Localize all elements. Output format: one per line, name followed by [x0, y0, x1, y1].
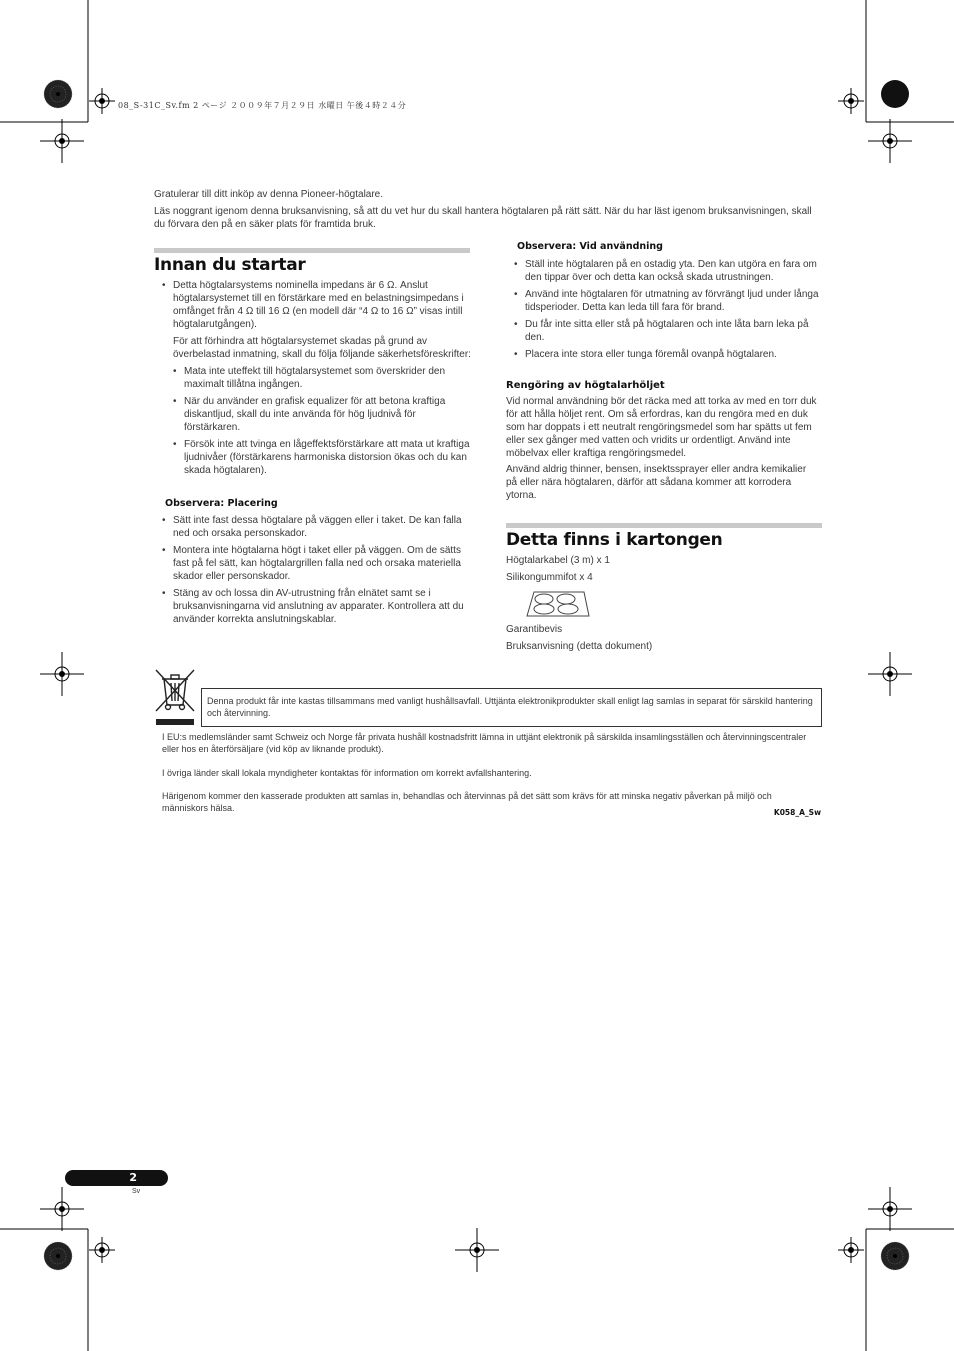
section-rule-innan	[154, 248, 470, 253]
usage-content	[514, 258, 820, 365]
box-item-manual: Bruksanvisning (detta dokument)	[506, 641, 653, 652]
overload-paragraph: För att förhindra att högtalarsystemet skadas på grund av överbelastad inmatning, skall du följa följande säkerhetsföreskrifter:	[173, 336, 471, 360]
intro-paragraph-2: Läs noggrant igenom denna bruksanvisning, så att du vet hur du skall hantera högtalaren på rätt sätt. När du har läst igenom bruksanvisningen, skall du förvara den på en säker plats för framtida bruk.	[154, 206, 812, 230]
heading-innan-du-startar: Innan du startar	[154, 255, 306, 275]
weee-paragraph-3: Härigenom kommer den kasserade produkten att samlas in, behandlas och återvinnas på det sätt som krävs för att minska negativ påverkan på miljö och människors hälsa.	[162, 791, 772, 813]
list-item: • När du använder en grafisk equalizer för att betona kraftiga diskantljud, skall du inte använda för hög ljudnivå för förstärkaren.	[173, 395, 472, 434]
heading-rengoring: Rengöring av högtalarhöljet	[506, 380, 665, 391]
heading-placering: Observera: Placering	[165, 498, 278, 509]
file-info-header: 08_S-31C_Sv.fm 2 ページ ２００９年７月２９日 水曜日 午後４時２４分	[118, 101, 407, 110]
list-item: • Montera inte högtalarna högt i taket eller på väggen. Om de sätts fast på fel sätt, kan högtalargrillen falla ned och orsaka materiella skador eller personskador.	[162, 544, 472, 583]
section-rule-kartongen	[506, 523, 822, 528]
cleaning-content	[506, 395, 820, 506]
language-code: Sv	[132, 1188, 141, 1195]
list-item: • Försök inte att tvinga en lågeffektsförstärkare att mata ut kraftiga ljudnivåer (förstärkarens harmoniska distorsion ökas och du kan skada högtalaren).	[173, 438, 472, 477]
list-item: • Sätt inte fast dessa högtalare på väggen eller i taket. De kan falla ned och orsaka personskador.	[162, 514, 472, 540]
weee-paragraph-2: I övriga länder skall lokala myndigheter kontaktas för information om korrekt avfallshantering.	[162, 768, 532, 778]
safety-list	[162, 365, 472, 477]
cleaning-paragraph-1: Vid normal användning bör det räcka med att torka av med en torr duk för att hålla höljet rent. Om så erfordras, kan du rengöra med en duk som har doppats i ett neutralt rengöringsmedel som har spätts ut fem eller sex gånger med vatten och vridits ur ordentligt. Använd inte möbelvax eller kraftiga rengöringsmedel.	[506, 396, 817, 459]
innan-content	[162, 279, 472, 481]
list-item: • Mata inte uteffekt till högtalarsystemet som överskrider den maximalt tillåtna ingången.	[173, 365, 472, 391]
list-item: • Använd inte högtalaren för utmatning av förvrängt ljud under långa tidsperioder. Detta kan leda till fara för brand.	[514, 288, 820, 314]
list-item: • Ställ inte högtalaren på en ostadig yta. Den kan utgöra en fara om den tippar över och detta kan också skada utrustningen.	[514, 258, 820, 284]
intro-paragraph-1: Gratulerar till ditt inköp av denna Pioneer-högtalare.	[154, 189, 384, 200]
weee-notice-box	[201, 688, 822, 727]
heading-detta-finns: Detta finns i kartongen	[506, 530, 723, 550]
placement-content	[162, 514, 472, 630]
list-item: • Stäng av och lossa din AV-utrustning från elnätet samt se i bruksanvisningarna vid anslutning av apparater. Kontrollera att du använder korrekta anslutningskablar.	[162, 587, 472, 626]
intro-text	[154, 188, 814, 235]
weee-box-text: Denna produkt får inte kastas tillsammans med vanligt hushållsavfall. Uttjänta elektronikprodukter skall enligt lag samlas in separat för särskild hantering och återvinning.	[207, 696, 813, 718]
cleaning-paragraph-2: Använd aldrig thinner, bensen, insektssprayer eller andra kemikalier på eller nära högtalaren, därför att sådana kommer att korrodera ytorna.	[506, 464, 807, 501]
heading-vid-anvandning: Observera: Vid användning	[517, 241, 663, 252]
list-item: • Du får inte sitta eller stå på högtalaren och inte låta barn leka på den.	[514, 318, 820, 344]
page-number: 2	[129, 1171, 137, 1184]
page-number-tab	[65, 1170, 168, 1186]
list-item: • Placera inte stora eller tunga föremål ovanpå högtalaren.	[514, 348, 820, 361]
impedance-bullet: • Detta högtalarsystems nominella impedans är 6 Ω. Anslut högtalarsystemet till en förstärkare med en belastningsimpedans i omfånget från 4 Ω till 16 Ω (en modell där “4 Ω to 16 Ω” visas intill högtalarutgången).	[162, 279, 472, 331]
box-item-cable: Högtalarkabel (3 m) x 1	[506, 555, 610, 566]
box-item-warranty: Garantibevis	[506, 624, 563, 635]
box-item-feet: Silikongummifot x 4	[506, 572, 593, 583]
weee-bin-icon	[154, 667, 198, 727]
weee-paragraph-1: I EU:s medlemsländer samt Schweiz och Norge får privata hushåll kostnadsfritt lämna in uttjänt elektronik på särskilda insamlingsställen och återvinningscentraler eller hos en återförsäljare (vid köp av liknande produkt).	[162, 732, 807, 754]
weee-code: K058_A_Sw	[773, 808, 821, 817]
silicone-feet-illustration	[526, 590, 590, 618]
